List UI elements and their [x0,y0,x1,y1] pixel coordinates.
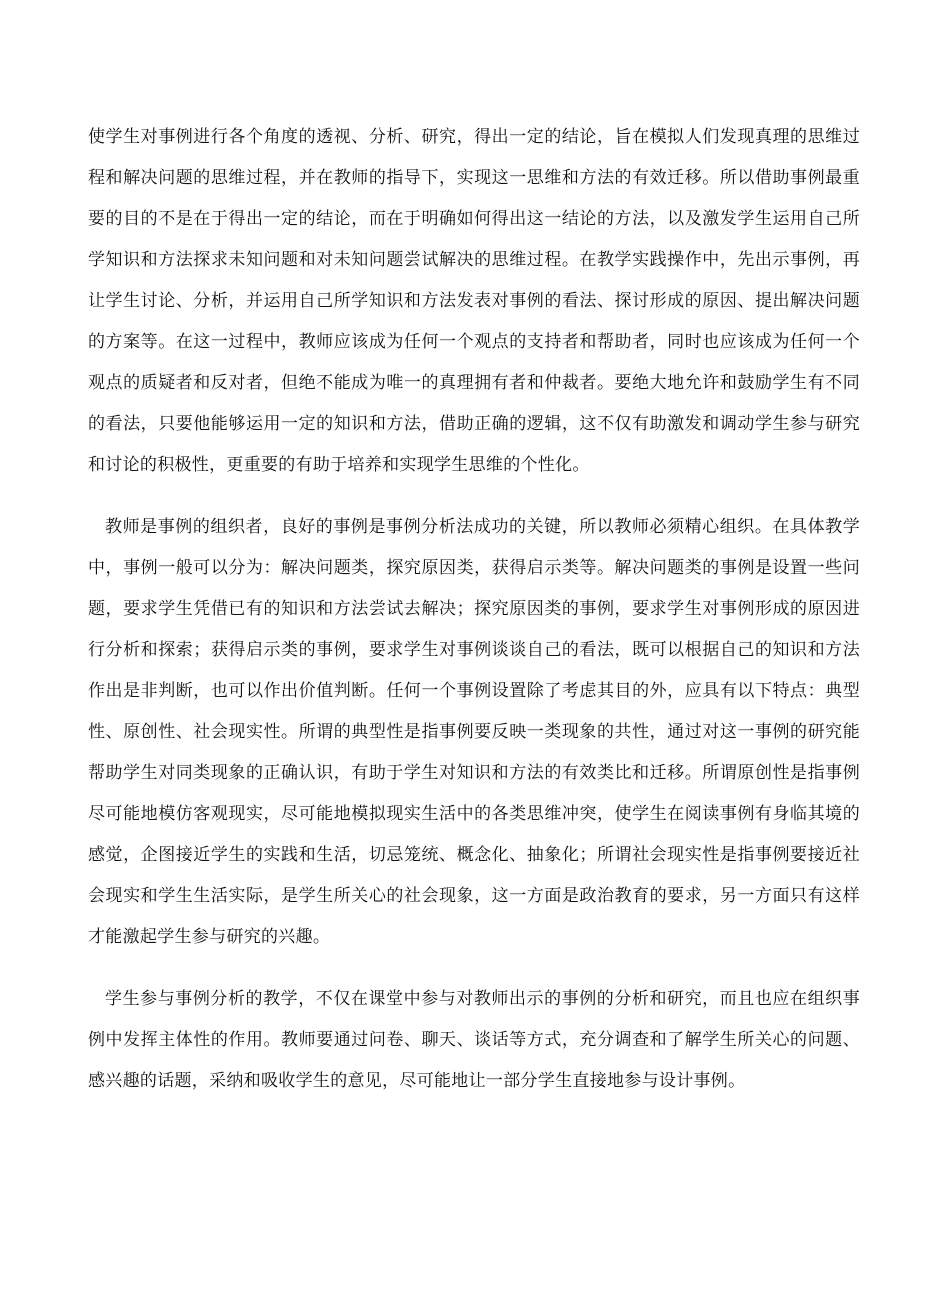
paragraph-3: 学生参与事例分析的教学，不仅在课堂中参与对教师出示的事例的分析和研究，而且也应在组织事例中发挥主体性的作用。教师要通过问卷、聊天、谈话等方式，充分调查和了解学生所关心的问题、感兴趣的话题，采纳和吸收学生的意见，尽可能地让一部分学生直接地参与设计事例。 [88,989,860,1091]
paragraph-1: 使学生对事例进行各个角度的透视、分析、研究，得出一定的结论，旨在模拟人们发现真理的思维过程和解决问题的思维过程，并在教师的指导下，实现这一思维和方法的有效迁移。所以借助事例最重要的目的不是在于得出一定的结论，而在于明确如何得出这一结论的方法，以及激发学生运用自己所学知识和方法探求未知问题和对未知问题尝试解决的思维过程。在教学实践操作中，先出示事例，再让学生讨论、分析，并运用自己所学知识和方法发表对事例的看法、探讨形成的原因、提出解决问题的方案等。在这一过程中，教师应该成为任何一个观点的支持者和帮助者，同时也应该成为任何一个观点的质疑者和反对者，但绝不能成为唯一的真理拥有者和仲裁者。要绝大地允许和鼓励学生有不同的看法，只要他能够运用一定的知识和方法，借助正确的逻辑，这不仅有助激发和调动学生参与研究和讨论的积极性，更重要的有助于培养和实现学生思维的个性化。 [88,127,860,475]
paragraph-2: 教师是事例的组织者，良好的事例是事例分析法成功的关键，所以教师必须精心组织。在具体教学中，事例一般可以分为：解决问题类，探究原因类，获得启示类等。解决问题类的事例是设置一些问题，要求学生凭借已有的知识和方法尝试去解决；探究原因类的事例，要求学生对事例形成的原因进行分析和探索；获得启示类的事例，要求学生对事例谈谈自己的看法，既可以根据自己的知识和方法作出是非判断，也可以作出价值判断。任何一个事例设置除了考虑其目的外，应具有以下特点：典型性、原创性、社会现实性。所谓的典型性是指事例要反映一类现象的共性，通过对这一事例的研究能帮助学生对同类现象的正确认识，有助于学生对知识和方法的有效类比和迁移。所谓原创性是指事例尽可能地模仿客观现实，尽可能地模拟现实生活中的各类思维冲突，使学生在阅读事例有身临其境的感觉，企图接近学生的实践和生活，切忌笼统、概念化、抽象化；所谓社会现实性是指事例要接近社会现实和学生生活实际，是学生所关心的社会现象，这一方面是政治教育的要求，另一方面只有这样才能激起学生参与研究的兴趣。 [88,517,860,947]
document-page [88,117,860,1102]
